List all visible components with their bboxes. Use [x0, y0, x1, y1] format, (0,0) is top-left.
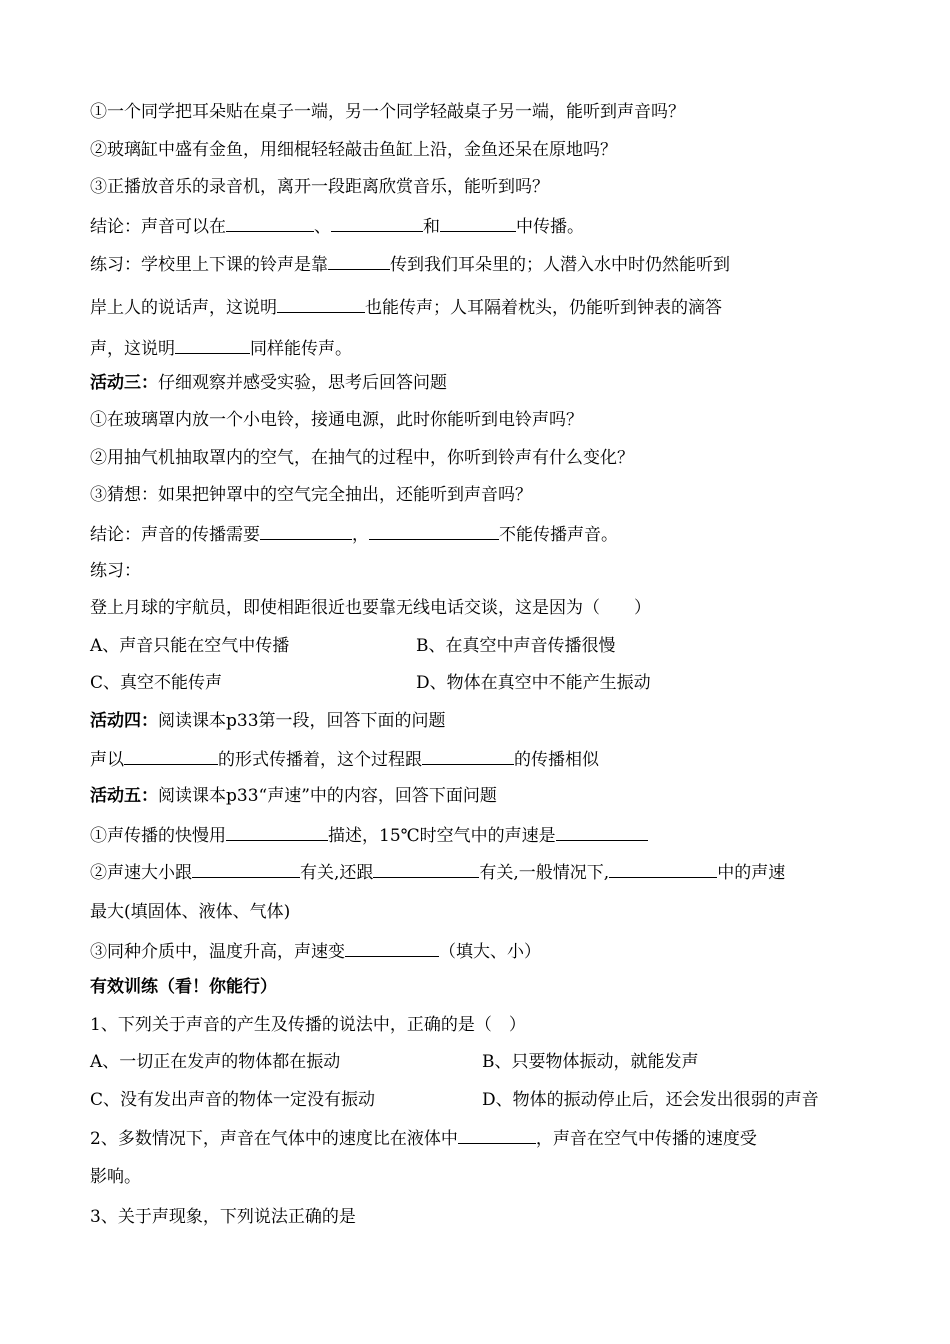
- training-question-2: [90, 1127, 757, 1149]
- option-c[interactable]: C、真空不能传声: [90, 673, 223, 693]
- text-segment: 阅读课本p33第一段，回答下面的问题: [158, 711, 446, 731]
- sound-speed-factors: [90, 861, 785, 883]
- text-segment: ②声速大小跟: [90, 863, 192, 883]
- activity-label: 活动三：: [90, 373, 158, 393]
- text-segment: 有关,还跟: [300, 863, 374, 883]
- text-segment: 的传播相似: [514, 750, 599, 770]
- question-bell-jar: ①在玻璃罩内放一个小电铃，接通电源，此时你能听到电铃声吗？: [90, 410, 583, 430]
- blank[interactable]: [609, 861, 717, 878]
- text-segment: 声，这说明: [90, 339, 175, 359]
- conclusion-medium: [90, 523, 618, 545]
- text-segment: 仔细观察并感受实验，思考后回答问题: [158, 373, 447, 393]
- option-d[interactable]: D、物体的振动停止后，还会发出很弱的声音: [482, 1090, 819, 1110]
- blank[interactable]: [277, 296, 365, 313]
- blank[interactable]: [226, 824, 328, 841]
- sound-wave-question: [90, 748, 599, 770]
- question-ear-on-desk: ①一个同学把耳朵贴在桌子一端，另一个同学轻敲桌子另一端，能听到声音吗？: [90, 102, 685, 122]
- activity-label: 活动五：: [90, 786, 158, 806]
- blank[interactable]: [260, 523, 352, 540]
- blank[interactable]: [369, 523, 499, 540]
- text-segment: 中传播。: [516, 217, 584, 237]
- question-pump-air: ②用抽气机抽取罩内的空气，在抽气的过程中，你听到铃声有什么变化？: [90, 448, 634, 468]
- question-moon: 登上月球的宇航员，即使相距很近也要靠无线电话交谈，这是因为（ ）: [90, 598, 651, 618]
- text-segment: 同样能传声。: [250, 339, 352, 359]
- blank[interactable]: [226, 215, 314, 232]
- blank[interactable]: [331, 215, 423, 232]
- sound-speed-question: [90, 824, 648, 846]
- exercise-bell: [90, 253, 730, 275]
- exercise-water: [90, 296, 722, 318]
- activity-label: 活动四：: [90, 711, 158, 731]
- text-segment: 岸上人的说话声，这说明: [90, 298, 277, 318]
- question-goldfish: ②玻璃缸中盛有金鱼，用细棍轻轻敲击鱼缸上沿，金鱼还呆在原地吗？: [90, 140, 617, 160]
- question-guess: ③猜想：如果把钟罩中的空气完全抽出，还能听到声音吗？: [90, 485, 532, 505]
- conclusion-media: [90, 215, 584, 237]
- blank[interactable]: [373, 861, 479, 878]
- text-segment: 2、多数情况下，声音在气体中的速度比在液体中: [90, 1129, 458, 1149]
- text-segment: 的形式传播着，这个过程跟: [218, 750, 422, 770]
- text-segment: 描述，15℃时空气中的声速是: [328, 826, 556, 846]
- activity-5-heading: [90, 786, 497, 806]
- text-segment: ③同种介质中，温度升高，声速变: [90, 942, 345, 962]
- question-recorder: ③正播放音乐的录音机，离开一段距离欣赏音乐，能听到吗？: [90, 177, 549, 197]
- text-segment: 阅读课本p33“声速”中的内容，回答下面问题: [158, 786, 497, 806]
- text-segment: 结论：声音的传播需要: [90, 525, 260, 545]
- text-segment: ，声音在空气中传播的速度受: [535, 1129, 757, 1149]
- blank[interactable]: [458, 1127, 536, 1144]
- text-segment: 和: [423, 217, 440, 237]
- exercise-pillow: [90, 337, 352, 359]
- activity-4-heading: [90, 711, 446, 731]
- blank[interactable]: [175, 337, 250, 354]
- blank[interactable]: [192, 861, 300, 878]
- blank[interactable]: [345, 940, 439, 957]
- text-segment: 声以: [90, 750, 124, 770]
- text-segment: ①声传播的快慢用: [90, 826, 226, 846]
- text-segment: ，: [352, 525, 369, 545]
- blank[interactable]: [124, 748, 218, 765]
- blank[interactable]: [556, 824, 648, 841]
- text-segment: 练习：学校里上下课的铃声是靠: [90, 255, 328, 275]
- training-question-1: 1、下列关于声音的产生及传播的说法中，正确的是（ ）: [90, 1015, 526, 1035]
- training-question-2-cont: 影响。: [90, 1167, 141, 1187]
- text-segment: 有关,一般情况下,: [479, 863, 610, 883]
- training-question-3: 3、关于声现象，下列说法正确的是: [90, 1207, 356, 1227]
- temperature-question: [90, 940, 541, 962]
- text-segment: （填大、小）: [439, 942, 541, 962]
- text-segment: 也能传声；人耳隔着枕头，仍能听到钟表的滴答: [365, 298, 722, 318]
- option-a[interactable]: A、声音只能在空气中传播: [90, 636, 290, 656]
- blank[interactable]: [422, 748, 514, 765]
- text-segment: 结论：声音可以在: [90, 217, 226, 237]
- option-b[interactable]: B、只要物体振动，就能发声: [482, 1052, 699, 1072]
- text-segment: 、: [314, 217, 331, 237]
- sound-speed-hint: 最大(填固体、液体、气体): [90, 902, 291, 922]
- text-segment: 中的声速: [717, 863, 786, 883]
- text-segment: 不能传播声音。: [499, 525, 618, 545]
- option-d[interactable]: D、物体在真空中不能产生振动: [416, 673, 651, 693]
- training-heading: 有效训练（看！你能行）: [90, 977, 277, 997]
- activity-3-heading: [90, 373, 447, 393]
- option-b[interactable]: B、在真空中声音传播很慢: [416, 636, 616, 656]
- text-segment: 传到我们耳朵里的；人潜入水中时仍然能听到: [390, 255, 730, 275]
- exercise-label: 练习：: [90, 561, 141, 581]
- blank[interactable]: [440, 215, 516, 232]
- option-a[interactable]: A、一切正在发声的物体都在振动: [90, 1052, 341, 1072]
- blank[interactable]: [328, 253, 390, 270]
- option-c[interactable]: C、没有发出声音的物体一定没有振动: [90, 1090, 376, 1110]
